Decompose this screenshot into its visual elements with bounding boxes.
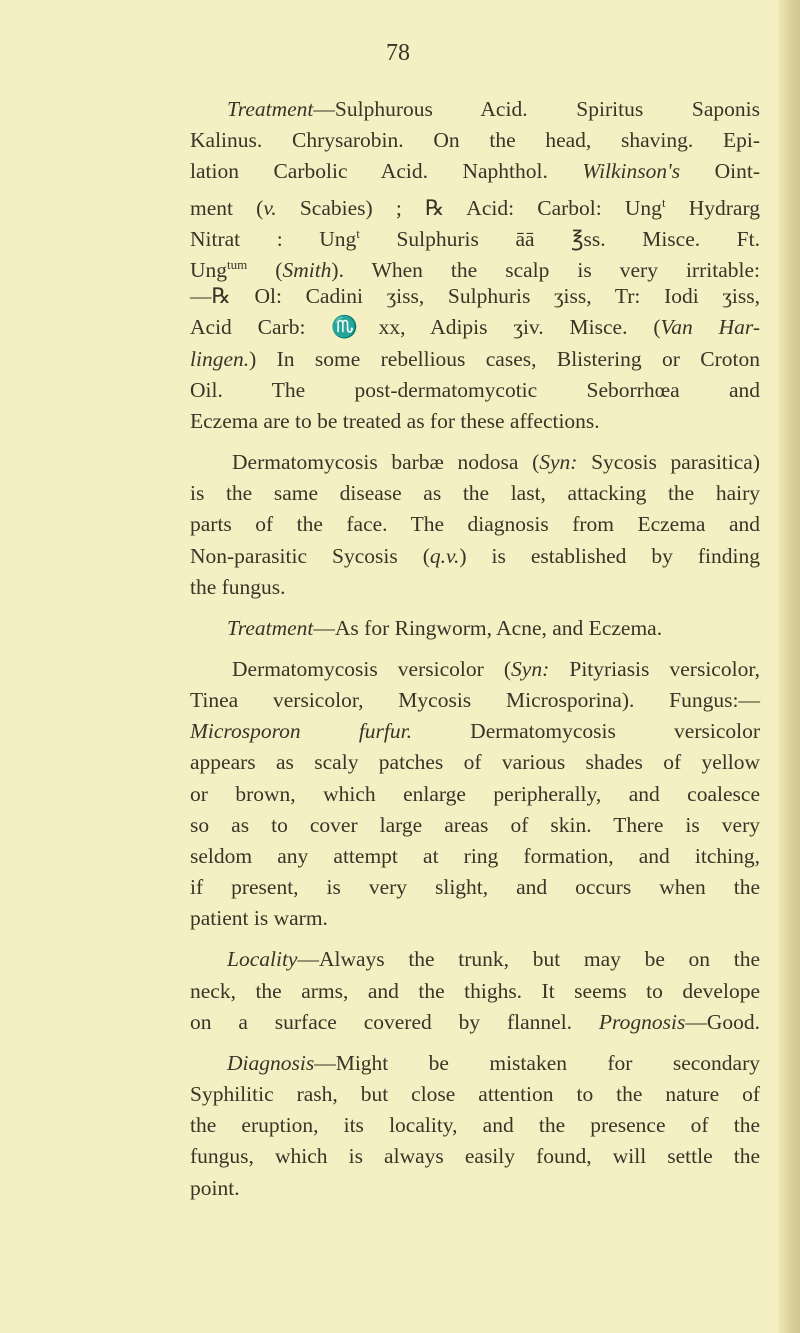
text-run: ( — [247, 258, 283, 282]
text-line — [190, 1009, 760, 1035]
text-run: lation Carbolic Acid. Naphthol. — [190, 159, 583, 184]
text-line — [190, 1175, 760, 1201]
text-run: —Might be mistaken for secondary — [314, 1050, 760, 1075]
text-run: —As for Ringworm, Acne, and Eczema. — [313, 615, 663, 640]
italic-text: Prognosis — [598, 1009, 686, 1034]
italic-text: v. — [263, 195, 277, 220]
text-run: if present, is very slight, and occurs when the — [190, 875, 760, 900]
text-run: ). When the scalp is very irritable: — [331, 258, 760, 282]
text-run: Sycosis parasitica) — [577, 450, 760, 474]
text-run: Pityriasis versicolor, — [549, 656, 760, 681]
text-run: patient is warm. — [190, 906, 328, 931]
text-line — [232, 656, 760, 682]
italic-text: Wilkinson's — [582, 159, 681, 184]
text-line — [227, 1050, 760, 1076]
text-line — [190, 1112, 760, 1138]
italic-text: Van Har- — [660, 315, 761, 340]
text-line — [190, 718, 760, 744]
text-run: so as to cover large areas of skin. There is very — [190, 812, 760, 837]
italic-text: Locality — [227, 947, 298, 972]
text-line — [190, 543, 760, 569]
italic-text: Syn: — [539, 450, 578, 474]
text-run: Nitrat : Ung — [190, 226, 357, 251]
text-line — [190, 1143, 760, 1169]
text-line — [190, 781, 760, 807]
text-line — [227, 615, 760, 641]
text-line — [227, 946, 760, 972]
page-number: 78 — [386, 40, 410, 66]
text-line — [190, 127, 760, 153]
text-line — [190, 190, 760, 221]
text-run: Sulphuris āā ℥ss. Misce. Ft. — [359, 226, 760, 251]
text-line — [190, 252, 760, 283]
text-line — [190, 158, 760, 184]
text-run: ) is established by finding — [459, 543, 760, 568]
text-run: parts of the face. The diagnosis from Eczema and — [190, 512, 760, 537]
text-line — [190, 905, 760, 931]
text-run: the eruption, its locality, and the presence of the — [190, 1113, 760, 1138]
text-line — [190, 221, 760, 252]
text-run: Kalinus. Chrysarobin. On the head, shaving. Epi- — [190, 128, 760, 153]
text-run: neck, the arms, and the thighs. It seems to develope — [190, 978, 760, 1003]
text-run: point. — [190, 1175, 240, 1200]
italic-text: Treatment — [227, 615, 314, 640]
text-line — [190, 978, 760, 1004]
text-run: Ung — [190, 258, 228, 282]
text-line — [232, 449, 760, 475]
text-run: ment ( — [190, 195, 264, 220]
text-run: Oil. The post-dermatomycotic Seborrhœa and — [190, 377, 760, 402]
text-run: Acid Carb: ♏xx, Adipis ʒiv. Misce. ( — [190, 315, 661, 340]
text-line — [190, 1081, 760, 1107]
text-run: Dermatomycosis versicolor ( — [232, 656, 512, 681]
text-run: Dermatomycosis versicolor — [412, 719, 760, 744]
superscript-text: tum — [227, 257, 248, 272]
text-run: —℞ Ol: Cadini ʒiss, Sulphuris ʒiss, Tr: Iodi ʒiss, — [190, 284, 760, 309]
text-line — [190, 511, 760, 537]
text-run: —Good. — [685, 1009, 760, 1034]
text-line — [190, 346, 760, 372]
text-run: Tinea versicolor, Mycosis Microsporina). Fungus:— — [190, 688, 760, 712]
text-line — [227, 96, 760, 122]
text-run: seldom any attempt at ring formation, and itching, — [190, 844, 760, 868]
italic-text: Treatment — [227, 97, 314, 121]
text-run: Syphilitic rash, but close attention to the nature of — [190, 1082, 760, 1106]
text-line — [190, 843, 760, 869]
text-run: Eczema are to be treated as for these affections. — [190, 409, 600, 433]
text-run: —Sulphurous Acid. Spiritus Saponis — [313, 97, 760, 121]
text-run: Scabies) ; ℞ Acid: Carbol: Ung — [276, 195, 662, 220]
italic-text: Syn: — [511, 656, 550, 681]
text-run: ) In some rebellious cases, Blistering or Croton — [249, 346, 760, 371]
text-run: —Always the trunk, but may be on the — [297, 947, 760, 972]
text-line — [190, 812, 760, 838]
text-run: is the same disease as the last, attacking the hairy — [190, 481, 760, 506]
text-line — [190, 687, 760, 713]
text-run: Dermatomycosis barbæ nodosa ( — [232, 450, 540, 474]
superscript-text: t — [661, 194, 666, 210]
text-line — [190, 874, 760, 900]
text-run: Oint- — [680, 159, 760, 184]
text-line — [190, 480, 760, 506]
italic-text: lingen. — [190, 346, 250, 371]
superscript-text: t — [356, 225, 360, 241]
page-edge-shadow — [778, 0, 800, 1333]
italic-text: q.v. — [429, 543, 460, 568]
text-run: fungus, which is always easily found, will settle the — [190, 1144, 760, 1169]
italic-text: Smith — [282, 258, 332, 282]
text-line — [190, 377, 760, 403]
text-line — [190, 408, 760, 434]
text-run: Hydrarg — [665, 195, 760, 220]
text-run: or brown, which enlarge peripherally, and coalesce — [190, 781, 760, 806]
italic-text: Diagnosis — [227, 1050, 315, 1075]
text-run: Non-parasitic Sycosis ( — [190, 543, 430, 568]
text-line — [190, 574, 760, 600]
text-line — [190, 314, 760, 340]
italic-text: Microsporon furfur. — [190, 719, 413, 744]
text-line — [190, 749, 760, 775]
text-line — [190, 283, 760, 309]
text-run: on a surface covered by flannel. — [190, 1009, 599, 1034]
text-run: appears as scaly patches of various shades of yellow — [190, 750, 760, 775]
text-run: the fungus. — [190, 574, 286, 599]
